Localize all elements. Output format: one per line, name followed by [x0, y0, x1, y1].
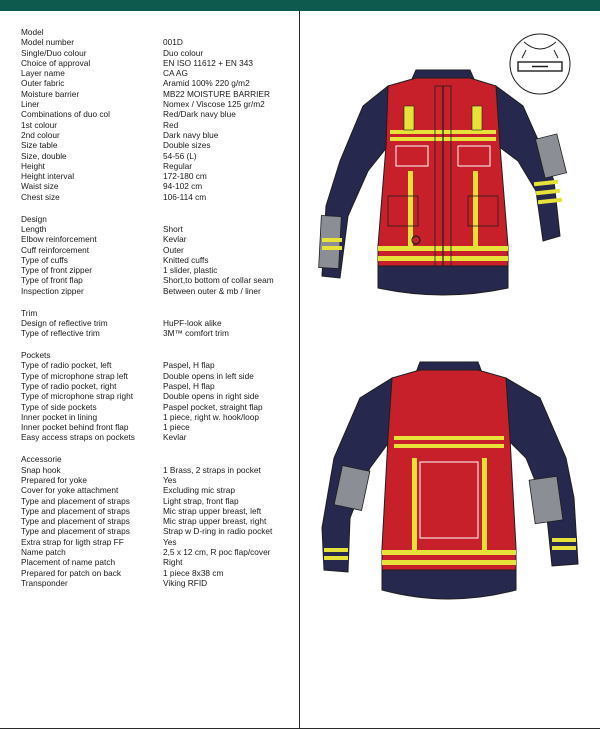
spec-row [21, 151, 297, 161]
spec-value: Red [163, 119, 179, 130]
spec-row [21, 192, 297, 202]
spec-label: Type and placement of straps [21, 526, 130, 537]
spec-value: Yes [163, 474, 177, 485]
header-bar [0, 0, 600, 11]
spec-value: Viking RFID [163, 577, 208, 588]
back-right-sleeve [506, 378, 578, 566]
section-title: Pockets [21, 350, 51, 361]
spec-label: Type of front flap [21, 275, 83, 286]
spec-row [21, 381, 297, 391]
spec-value: HuPF-look alike [163, 317, 222, 328]
spec-value: Kevlar [163, 432, 187, 443]
spec-row [21, 422, 297, 432]
spec-label: Height [21, 160, 45, 171]
spec-row [21, 37, 297, 47]
front-mic-strap-right [472, 106, 482, 130]
spec-row [21, 245, 297, 255]
spec-value: 172-180 cm [163, 171, 207, 182]
spec-value: Excluding mic strap [163, 485, 235, 496]
spec-row [21, 99, 297, 109]
spec-row [21, 78, 297, 88]
spec-label: Type and placement of straps [21, 516, 130, 527]
spec-label: Type of side pockets [21, 401, 97, 412]
spec-label: Outer fabric [21, 78, 65, 89]
spec-row [21, 275, 297, 285]
spec-label: Type of radio pocket, right [21, 380, 117, 391]
spec-value: 1 piece, right w. hook/loop [163, 411, 259, 422]
spec-row [21, 140, 297, 150]
spec-label: Name patch [21, 547, 66, 558]
spec-value: 1 piece [163, 422, 190, 433]
spec-value: Mic strap upper breast, left [163, 505, 262, 516]
spec-value: Kevlar [163, 234, 187, 245]
spec-row [21, 181, 297, 191]
spec-label: Extra strap for ligth strap FF [21, 536, 124, 547]
spec-label: Placement of name patch [21, 557, 116, 568]
spec-row [21, 130, 297, 140]
spec-label: Size, double [21, 150, 67, 161]
spec-label: Waist size [21, 181, 59, 192]
spec-value: Light strap, front flap [163, 495, 239, 506]
spec-label: 2nd colour [21, 129, 60, 140]
spec-row [21, 402, 297, 412]
spec-row [21, 120, 297, 130]
spec-row [21, 496, 297, 506]
spec-row [21, 516, 297, 526]
spec-label: Prepared for patch on back [21, 567, 122, 578]
spec-value: Yes [163, 536, 177, 547]
spec-value: Short,to bottom of collar seam [163, 275, 274, 286]
spec-row [21, 547, 297, 557]
section-title: Model [21, 27, 44, 37]
spec-label: Type and placement of straps [21, 495, 130, 506]
spec-section-design [21, 214, 297, 296]
spec-label: Cuff reinforcement [21, 244, 90, 255]
spec-row [21, 255, 297, 265]
spec-value: Paspel, H flap [163, 380, 215, 391]
spec-value: Nomex / Viscose 125 gr/m2 [163, 99, 265, 110]
spec-value: 1 piece 8x38 cm [163, 567, 224, 578]
spec-label: Type of radio pocket, left [21, 360, 112, 371]
spec-value: Regular [163, 160, 193, 171]
spec-row [21, 224, 297, 234]
column-divider [299, 11, 300, 729]
spec-label: Height interval [21, 171, 75, 182]
spec-row [21, 234, 297, 244]
section-title: Design [21, 213, 47, 224]
spec-row [21, 48, 297, 58]
spec-row [21, 465, 297, 475]
spec-label: Type of microphone strap right [21, 391, 134, 402]
spec-label: Moisture barrier [21, 88, 80, 99]
spec-label: Type and placement of straps [21, 505, 130, 516]
spec-label: Liner [21, 99, 40, 110]
spec-row [21, 568, 297, 578]
spec-row [21, 89, 297, 99]
spec-value: 106-114 cm [163, 191, 207, 202]
spec-value: Duo colour [163, 47, 204, 58]
spec-label: Elbow reinforcement [21, 234, 97, 245]
spec-row [21, 171, 297, 181]
spec-value: Outer [163, 244, 184, 255]
spec-value: Mic strap upper breast, right [163, 516, 267, 527]
spec-value: 001D [163, 37, 183, 48]
spec-label: Combinations of duo col [21, 109, 111, 120]
spec-section-accessorie [21, 454, 297, 588]
spec-value: 3M™ comfort trim [163, 328, 229, 339]
spec-label: Chest size [21, 191, 60, 202]
spec-row [21, 265, 297, 275]
back-right-elbow-reinforcement [529, 476, 563, 523]
spec-label: Type of front zipper [21, 265, 93, 276]
front-hem [378, 266, 508, 295]
spec-row [21, 557, 297, 567]
spec-section-trim [21, 308, 297, 339]
spec-row [21, 412, 297, 422]
spec-label: Size table [21, 140, 58, 151]
spec-value: Right [163, 557, 183, 568]
spec-value: Paspel, H flap [163, 360, 215, 371]
spec-label: Snap hook [21, 464, 61, 475]
spec-label: Cover for yoke attachment [21, 485, 119, 496]
spec-row [21, 371, 297, 381]
spec-label: Layer name [21, 68, 65, 79]
spec-row [21, 360, 297, 370]
spec-value: Strap w D-ring in radio pocket [163, 526, 273, 537]
front-right-sleeve-trim [534, 180, 562, 204]
spec-row [21, 318, 297, 328]
spec-section-pockets [21, 350, 297, 443]
spec-row [21, 328, 297, 338]
spec-value: 1 Brass, 2 straps in pocket [163, 464, 261, 475]
front-mic-strap-left [404, 106, 414, 130]
spec-value: Between outer & mb / liner [163, 285, 261, 296]
spec-label: Inner pocket behind front flap [21, 422, 129, 433]
spec-label: Type of reflective trim [21, 328, 100, 339]
spec-label: Design of reflective trim [21, 317, 108, 328]
spec-label: Model number [21, 37, 75, 48]
spec-value: 54-56 (L) [163, 150, 197, 161]
spec-row [21, 475, 297, 485]
spec-value: MB22 MOISTURE BARRIER [163, 88, 270, 99]
spec-value: CA AG [163, 68, 188, 79]
spec-row [21, 432, 297, 442]
spec-row [21, 161, 297, 171]
section-title: Trim [21, 307, 38, 318]
spec-label: Inner pocket in lining [21, 411, 98, 422]
spec-row [21, 391, 297, 401]
spec-label: Choice of approval [21, 57, 91, 68]
spec-value: Knitted cuffs [163, 254, 209, 265]
spec-label: Single/Duo colour [21, 47, 87, 58]
spec-value: Double sizes [163, 140, 211, 151]
spec-value: Double opens in left side [163, 370, 254, 381]
spec-label: Inspection zipper [21, 285, 84, 296]
spec-value: 2,5 x 12 cm, R poc flap/cover [163, 547, 271, 558]
spec-value: 94-102 cm [163, 181, 203, 192]
spec-value: Aramid 100% 220 g/m2 [163, 78, 250, 89]
spec-row [21, 506, 297, 516]
spec-row [21, 537, 297, 547]
spec-row [21, 286, 297, 296]
spec-section-model [21, 27, 297, 202]
spec-label: Easy access straps on pockets [21, 432, 135, 443]
spec-value: Paspel pocket, straight flap [163, 401, 263, 412]
spec-row [21, 58, 297, 68]
spec-label: Transponder [21, 577, 68, 588]
spec-row [21, 526, 297, 536]
section-title: Accessorie [21, 454, 62, 465]
spec-label: Length [21, 223, 47, 234]
spec-row [21, 578, 297, 588]
spec-value: EN ISO 11612 + EN 343 [163, 57, 254, 68]
spec-label: 1st colour [21, 119, 57, 130]
spec-row [21, 485, 297, 495]
spec-value: Double opens in right side [163, 391, 259, 402]
spec-label: Type of microphone strap left [21, 370, 128, 381]
yoke-detail-drawing [508, 32, 572, 96]
spec-value: Short [163, 223, 183, 234]
jacket-front-drawing [318, 66, 568, 306]
spec-value: 1 slider, plastic [163, 265, 218, 276]
spec-row [21, 68, 297, 78]
spec-label: Prepared for yoke [21, 474, 87, 485]
spec-value: Dark navy blue [163, 129, 219, 140]
spec-value: Red/Dark navy blue [163, 109, 236, 120]
jacket-back-drawing [320, 358, 580, 618]
spec-row [21, 109, 297, 119]
back-hem [382, 570, 516, 599]
spec-list [21, 27, 297, 600]
spec-label: Type of cuffs [21, 254, 68, 265]
